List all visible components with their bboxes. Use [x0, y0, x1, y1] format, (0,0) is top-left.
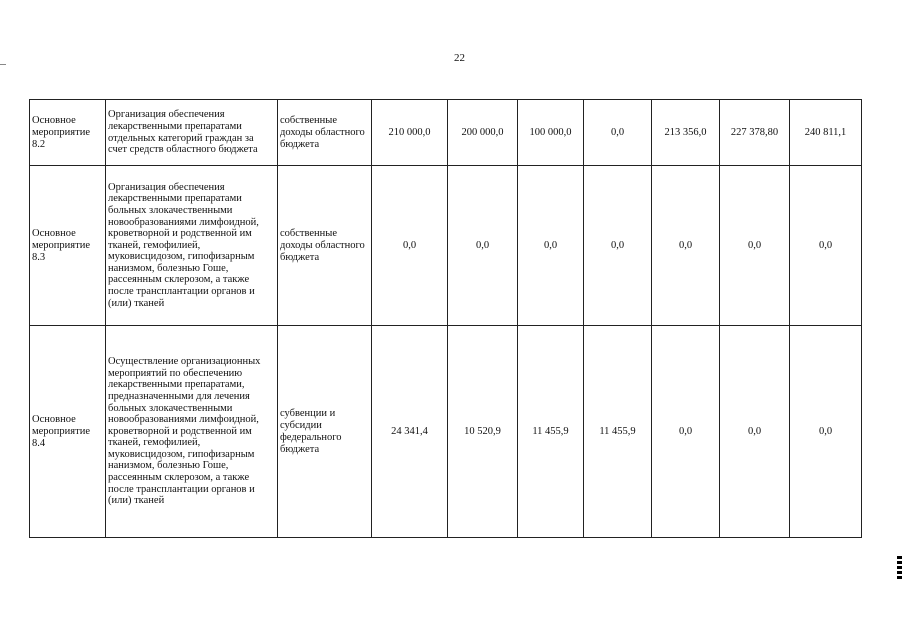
value-cell: 0,0 — [584, 166, 652, 326]
margin-mark — [0, 64, 6, 65]
value-cell: 227 378,80 — [720, 100, 790, 166]
value-cell: 210 000,0 — [372, 100, 448, 166]
table-row — [30, 166, 862, 326]
value-cell: 0,0 — [720, 166, 790, 326]
value-cell: 0,0 — [518, 166, 584, 326]
value-cell: 0,0 — [448, 166, 518, 326]
value-cell: 0,0 — [584, 100, 652, 166]
table-row — [30, 100, 862, 166]
budget-table — [29, 99, 862, 538]
value-cell: 11 455,9 — [518, 326, 584, 538]
funding-source-cell: собственные доходы областного бюджета — [278, 100, 372, 166]
scan-edge-mark — [897, 556, 902, 580]
funding-source-cell: субвенции и субсидии федерального бюджета — [278, 326, 372, 538]
funding-source-cell: собственные доходы областного бюджета — [278, 166, 372, 326]
value-cell: 0,0 — [790, 166, 862, 326]
page-number: 22 — [454, 52, 465, 64]
value-cell: 24 341,4 — [372, 326, 448, 538]
activity-cell: Основное мероприятие 8.4 — [30, 326, 106, 538]
value-cell: 0,0 — [720, 326, 790, 538]
value-cell: 200 000,0 — [448, 100, 518, 166]
activity-cell: Основное мероприятие 8.3 — [30, 166, 106, 326]
value-cell: 0,0 — [790, 326, 862, 538]
value-cell: 11 455,9 — [584, 326, 652, 538]
value-cell: 0,0 — [652, 166, 720, 326]
value-cell: 0,0 — [372, 166, 448, 326]
value-cell: 0,0 — [652, 326, 720, 538]
value-cell: 213 356,0 — [652, 100, 720, 166]
activity-cell: Основное мероприятие 8.2 — [30, 100, 106, 166]
value-cell: 10 520,9 — [448, 326, 518, 538]
description-cell: Организация обеспечения лекарственными препаратами отдельных категорий граждан за счет средств областного бюджета — [106, 100, 278, 166]
value-cell: 240 811,1 — [790, 100, 862, 166]
description-cell: Осуществление организационных мероприятий по обеспечению лекарственными препаратами, предназначенными для лечения больных злокачественными новообразованиями лимфоидной, кроветворной и родственной им тканей, гемофилией, муковисцидозом, гипофизарным нанизмом, болезнью Гоше, рассеянным склерозом, а также после трансплантации органов и (или) тканей — [106, 326, 278, 538]
value-cell: 100 000,0 — [518, 100, 584, 166]
table-row — [30, 326, 862, 538]
description-cell: Организация обеспечения лекарственными препаратами больных злокачественными новообразованиями лимфоидной, кроветворной и родственной им тканей, гемофилией, муковисцидозом, гипофизарным нанизмом, болезнью Гоше, рассеянным склерозом, а также после трансплантации органов и (или) тканей — [106, 166, 278, 326]
